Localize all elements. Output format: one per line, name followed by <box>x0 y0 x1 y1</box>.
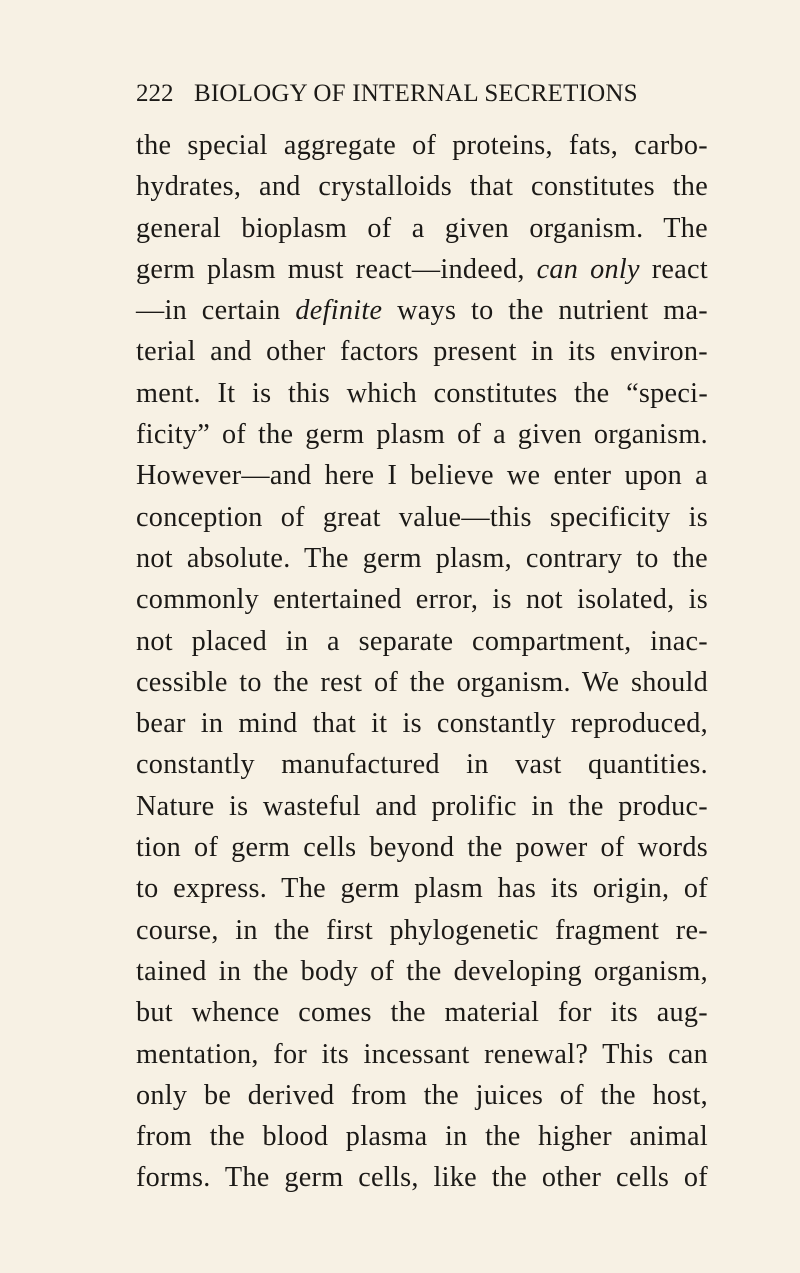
text-segment: forms. The germ cells, like the other cells of <box>136 1162 708 1194</box>
text-line <box>136 455 708 496</box>
text-segment: to express. The germ plasm has its origin, of <box>136 873 708 905</box>
text-line <box>136 1034 708 1075</box>
text-segment: only be derived from the juices of the host, <box>136 1079 708 1111</box>
text-line <box>136 579 708 620</box>
text-line <box>136 621 708 662</box>
text-segment: commonly entertained error, is not isolated, is <box>136 584 708 616</box>
text-segment: not placed in a separate compartment, inac- <box>136 625 708 657</box>
text-segment: conception of great value—this specificity is <box>136 501 708 533</box>
text-line <box>136 331 708 372</box>
text-segment: general bioplasm of a given organism. The <box>136 212 708 244</box>
text-segment: not absolute. The germ plasm, contrary to the <box>136 542 708 574</box>
text-line <box>136 166 708 207</box>
text-line <box>136 373 708 414</box>
text-line <box>136 1116 708 1157</box>
text-segment: germ plasm must react—indeed, <box>136 253 537 285</box>
text-line <box>136 786 708 827</box>
text-line <box>136 910 708 951</box>
text-line <box>136 744 708 785</box>
text-line <box>136 538 708 579</box>
text-segment: —in certain <box>136 295 296 327</box>
running-title: BIOLOGY OF INTERNAL SECRETIONS <box>194 80 638 107</box>
page-number: 222 <box>136 80 174 107</box>
text-line <box>136 662 708 703</box>
text-segment: bear in mind that it is constantly reproduced, <box>136 708 708 740</box>
text-line <box>136 1157 708 1198</box>
text-line <box>136 497 708 538</box>
text-segment: but whence comes the material for its aug- <box>136 997 708 1029</box>
text-segment: react <box>639 253 708 285</box>
text-line <box>136 290 708 331</box>
italic-text: can only <box>536 253 640 285</box>
text-line <box>136 827 708 868</box>
text-segment: cessible to the rest of the organism. We should <box>136 666 708 698</box>
text-segment: mentation, for its incessant renewal? This can <box>136 1038 708 1070</box>
text-line <box>136 703 708 744</box>
page-header <box>136 72 708 116</box>
body-paragraph <box>136 125 708 1199</box>
text-segment: hydrates, and crystalloids that constitutes the <box>136 171 708 203</box>
text-line <box>136 1075 708 1116</box>
text-segment: the special aggregate of proteins, fats, carbo- <box>136 130 708 161</box>
text-segment: However—and here I believe we enter upon a <box>136 460 708 492</box>
text-segment: from the blood plasma in the higher animal <box>136 1121 708 1153</box>
text-line <box>136 992 708 1033</box>
text-segment: ways to the nutrient ma- <box>382 295 708 327</box>
text-segment: ficity” of the germ plasm of a given organism. <box>136 419 708 451</box>
text-line <box>136 951 708 992</box>
text-segment: tained in the body of the developing organism, <box>136 955 708 987</box>
text-segment: Nature is wasteful and prolific in the produc- <box>136 790 708 822</box>
italic-text: definite <box>295 295 383 327</box>
text-segment: constantly manufactured in vast quantities. <box>136 749 708 781</box>
text-line <box>136 125 708 166</box>
text-line <box>136 414 708 455</box>
text-segment: course, in the first phylogenetic fragment re- <box>136 914 708 946</box>
text-segment: tion of germ cells beyond the power of words <box>136 832 708 864</box>
text-line <box>136 208 708 249</box>
text-segment: ment. It is this which constitutes the “speci- <box>136 377 708 409</box>
text-segment: terial and other factors present in its environ- <box>136 336 708 368</box>
text-line <box>136 249 708 290</box>
text-line <box>136 868 708 909</box>
